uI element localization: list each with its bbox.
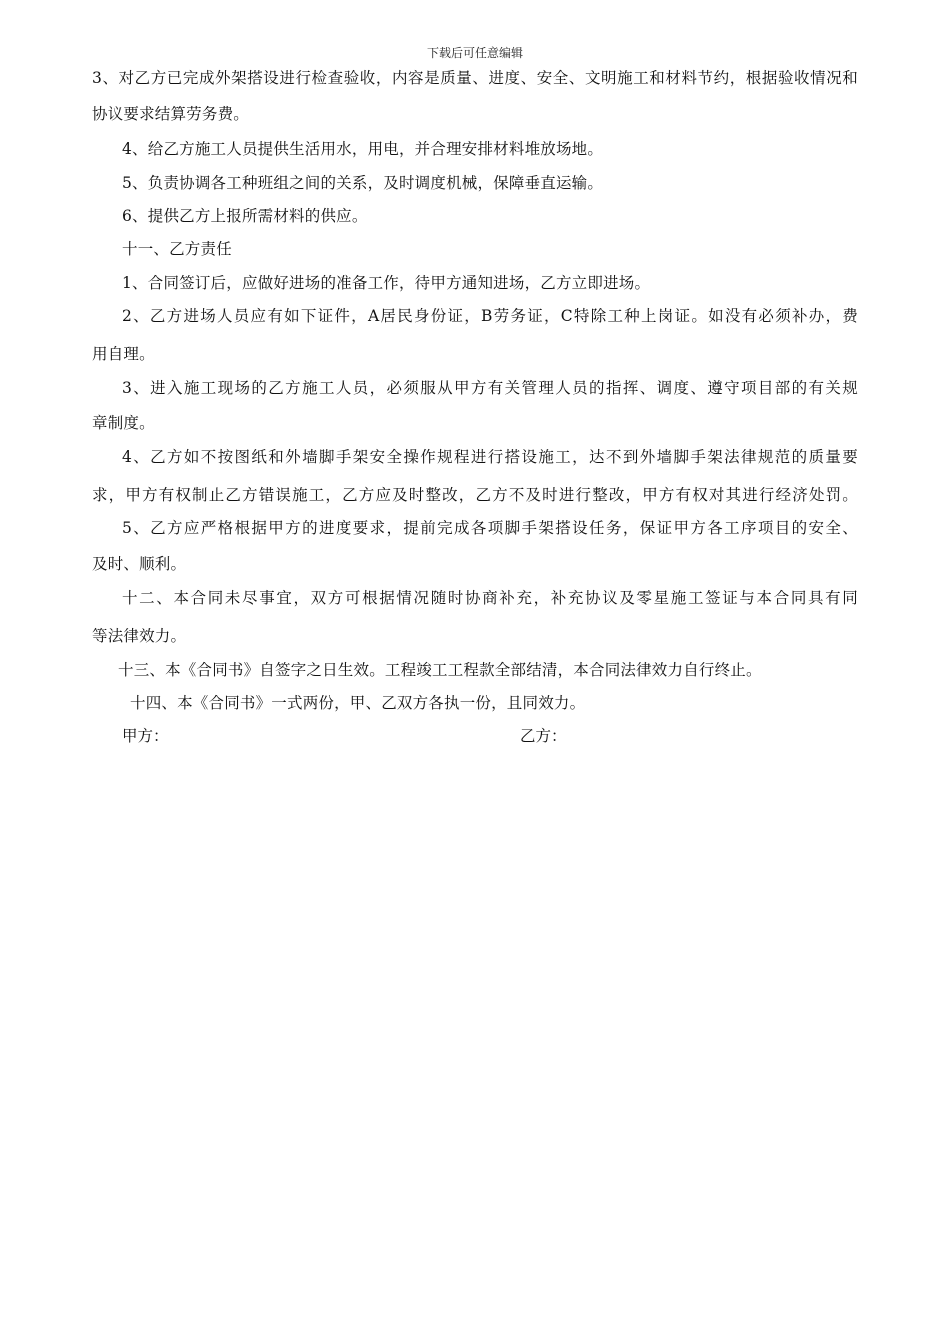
page-header-note: 下载后可任意编辑: [426, 46, 523, 60]
section-heading: 十二、本合同未尽事宜，双方可根据情况随时协商补充，补充协议及零星施工签证与本合同具有同: [122, 589, 858, 607]
party-a-signature-label: 甲方：: [122, 727, 169, 745]
clause-line: 用自理。: [92, 345, 155, 363]
clause-line: 4、给乙方施工人员提供生活用水，用电，并合理安排材料堆放场地。: [122, 140, 604, 158]
clause-line: 3、进入施工现场的乙方施工人员，必须服从甲方有关管理人员的指挥、调度、遵守项目部的有关规: [122, 379, 858, 397]
clause-line: 5、负责协调各工种班组之间的关系，及时调度机械，保障垂直运输。: [122, 174, 604, 192]
clause-line: 1、合同签订后，应做好进场的准备工作，待甲方通知进场，乙方立即进场。: [122, 274, 651, 292]
clause-line: 2、乙方进场人员应有如下证件，A居民身份证，B劳务证，C特除工种上岗证。如没有必须补办，费: [122, 307, 858, 325]
party-b-signature-label: 乙方：: [520, 727, 567, 745]
clause-line: 等法律效力。: [92, 627, 187, 645]
clause-line: 求，甲方有权制止乙方错误施工，乙方应及时整改，乙方不及时进行整改，甲方有权对其进行经济处罚。: [92, 486, 858, 504]
section-heading: 十三、本《合同书》自签字之日生效。工程竣工工程款全部结清，本合同法律效力自行终止。: [118, 661, 762, 679]
clause-line: 章制度。: [92, 414, 155, 432]
clause-line: 3、对乙方已完成外架搭设进行检查验收，内容是质量、进度、安全、文明施工和材料节约，根据验收情况和: [92, 69, 858, 87]
clause-line: 协议要求结算劳务费。: [92, 105, 250, 123]
clause-line: 6、提供乙方上报所需材料的供应。: [122, 207, 368, 225]
clause-line: 5、乙方应严格根据甲方的进度要求，提前完成各项脚手架搭设任务，保证甲方各工序项目的安全、: [122, 519, 858, 537]
clause-line: 4、乙方如不按图纸和外墙脚手架安全操作规程进行搭设施工，达不到外墙脚手架法律规范的质量要: [122, 448, 858, 466]
section-heading: 十四、本《合同书》一式两份，甲、乙双方各执一份，且同效力。: [130, 694, 586, 712]
clause-line: 及时、顺利。: [92, 555, 187, 573]
section-heading: 十一、乙方责任: [122, 240, 232, 258]
